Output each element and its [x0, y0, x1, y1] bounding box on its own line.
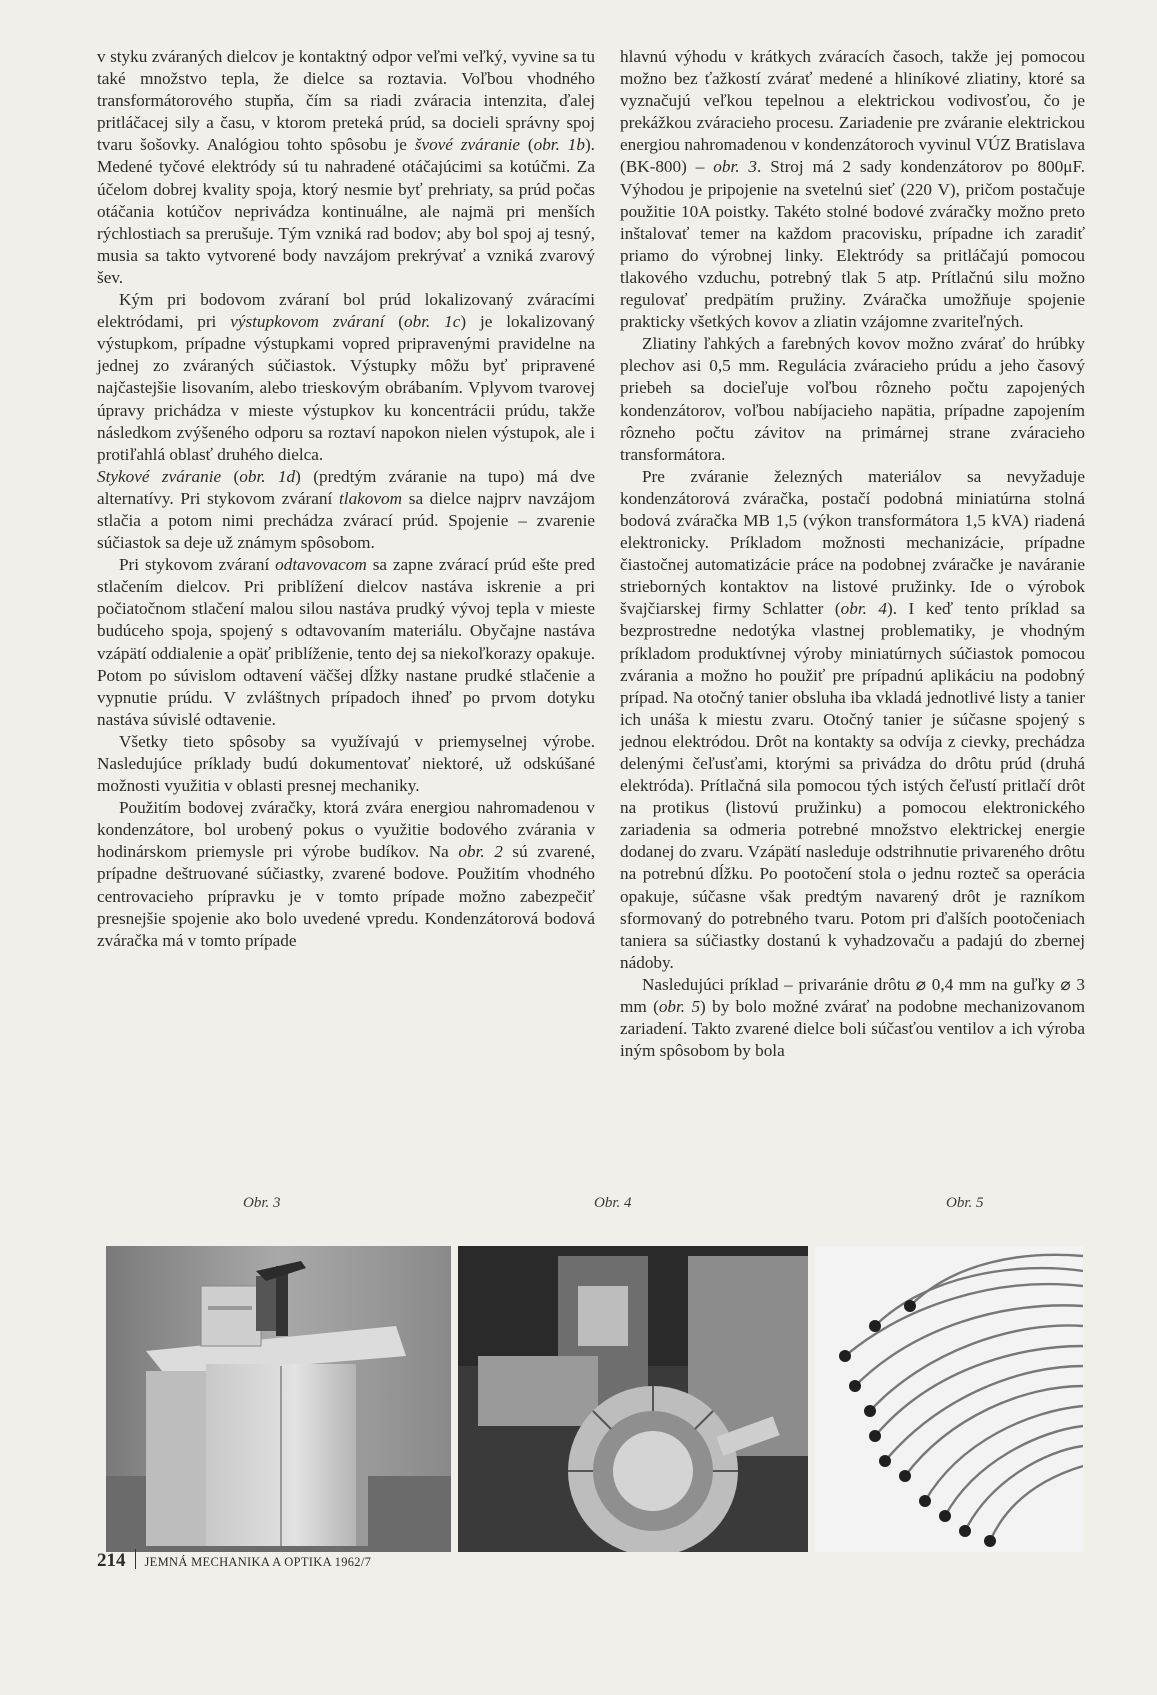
figure-5-wires-photo [815, 1246, 1083, 1552]
figure-5-caption: Obr. 5 [946, 1195, 984, 1211]
page-footer [97, 1546, 371, 1572]
paragraph: Nasledujúci príklad – privaránie drôtu ⌀ 0,4 mm na guľky ⌀ 3 mm (obr. 5) by bolo možné zvárať na podobne mechanizovanom zariadení. Takto zvarené dielce boli súčasťou ventilov a ich výroba iným spôsobom by bola [620, 974, 1085, 1061]
paragraph: hlavnú výhodu v krátkych zváracích časoch, takže jej pomocou možno bez ťažkostí zvárať medené a hliníkové zliatiny, ktoré sa vyznačujú veľkou tepelnou a elektrickou vodivosťou, čo je prekážkou zváracieho procesu. Zariadenie pre zváranie elektrickou energiou nahromadenou v kondenzátoroch vyvinul VÚZ Bratislava (BK-800) – obr. 3. Stroj má 2 sady kondenzátorov po 800μF. Výhodou je pripojenie na svetelnú sieť (220 V), pričom postačuje použitie 10A poistky. Takéto stolné bodové zváračky možno preto inštalovať temer na každom pracovisku, prípadne ich zaradiť priamo do výrobnej linky. Elektródy sa pritláčajú pomocou tlakového vzduchu, potrebný tlak 5 atp. Prítlačnú silu možno regulovať predpätím pružiny. Zváračka umožňuje spojenie prakticky všetkých kovov a zliatin vzájomne zvariteľných. [620, 47, 1085, 332]
paragraph: Zliatiny ľahkých a farebných kovov možno zvárať do hrúbky plechov asi 0,5 mm. Regulácia zváracieho prúdu a jeho časový priebeh sa docieľuje voľbou rôzneho počtu zapojených kondenzátorov, voľbou nabíjacieho napätia, prípadne zapojením rôzneho počtu závitov na primárnej strane zváracieho transformátora. [620, 334, 1085, 464]
footer-divider [135, 1549, 136, 1569]
left-column [97, 46, 595, 952]
paragraph: Použitím bodovej zváračky, ktorá zvára energiou nahromadenou v kondenzátore, bol urobený pokus o využitie bodového zvárania v hodinárskom priemysle pri výrobe budíkov. Na obr. 2 sú zvarené, prípadne deštruované súčiastky, zvarené bodove. Použitím vhodného centrovacieho prípravku je v tomto prípade možno zabezpečiť presnejšie spojenie ako bolo uvedené vpredu. Kondenzátorová bodová zváračka má v tomto prípade [97, 798, 595, 950]
journal-title: JEMNÁ MECHANIKA A OPTIKA 1962/7 [144, 1555, 372, 1569]
paragraph: Kým pri bodovom zváraní bol prúd lokalizovaný zváracími elektródami, pri výstupkovom zváraní (obr. 1c) je lokalizovaný výstupkom, prípadne výstupkami vopred pripravenými pravidelne na jednej zo zváraných súčiastok. Výstupky môžu byť pripravené najčastejšie lisovaním, alebo trieskovým obrábaním. Vplyvom tvarovej úpravy prichádza v mieste výstupkov ku koncentrácii prúdu, takže následkom zvýšeného odporu sa roztaví napokon nielen výstupok, ale i protiľahlá oblasť druhého dielca. [97, 290, 595, 464]
paragraph: Stykové zváranie (obr. 1d) (predtým zváranie na tupo) má dve alternatívy. Pri stykovom zváraní tlakovom sa dielce najprv navzájom stlačia a potom nimi prechádza zvárací prúd. Spojenie – zvarenie súčiastok sa deje už známym spôsobom. [97, 466, 595, 553]
figure-3-caption: Obr. 3 [243, 1195, 281, 1211]
figure-4-rotary-table-photo [458, 1246, 808, 1552]
figure-4-caption: Obr. 4 [594, 1195, 632, 1211]
paragraph: Pre zváranie železných materiálov sa nevyžaduje kondenzátorová zváračka, postačí podobná miniatúrna stolná bodová zváračka MB 1,5 (výkon transformátora 1,5 kVA) riadená elektronicky. Príkladom možnosti mechanizácie, prípadne čiastočnej automatizácie práce na podobnej zváračke je naváranie strieborných kontaktov na listové pružinky. Ide o výrobok švajčiarskej firmy Schlatter (obr. 4). I keď tento príklad sa bezprostredne nedotýka vlastnej problematiky, je vhodným príkladom produktívnej výroby miniatúrnych súčiastok pomocou zvárania a možno ho použiť pre prípadnú aplikáciu na podobný prípad. Na otočný tanier obsluha iba vkladá jednotlivé listy a tanier ich unáša k miestu zvaru. Otočný tanier je súčasne spojený s jednou elektródou. Drôt na kontakty sa odvíja z cievky, prechádza delenými čeľusťami, ktorými sa privádza do drôtu prúd (druhá elektróda). Prítlačná sila pomocou tých istých čeľustí pritlačí drôt na protikus (listovú pružinku) a pomocou elektronického zariadenia sa odmeria potrebné množstvo elektrickej energie dodanej do zvaru. Vzápätí nasleduje odstrihnutie privareného drôtu na potrebnú dĺžku. Po pootočení stola o jednu rozteč sa operácia opakuje, súčasne však predtým navarený drôt je razníkom sformovaný do potrebného tvaru. Potom pri ďalších pootočeniach taniera sa súčiastky dostanú k vyhadzovaču a padajú do zbernej nádoby. [620, 466, 1085, 972]
paragraph: Všetky tieto spôsoby sa využívajú v priemyselnej výrobe. Nasledujúce príklady budú dokumentovať niektoré, už odskúšané možnosti využitia v oblasti presnej mechaniky. [97, 731, 595, 796]
right-column [620, 46, 1085, 1062]
figure-3-welder-photo [106, 1246, 451, 1552]
paragraph: Pri stykovom zváraní odtavovacom sa zapne zvárací prúd ešte pred stlačením dielcov. Pri priblížení dielcov nastáva iskrenie a pri počiatočnom stlačení malou silou nastáva prudký vývoj tepla v mieste budúceho spoja, spojený s odtavovaním materiálu. Obyčajne nastáva vzápätí oddialenie a opäť priblíženie, tento dej sa niekoľkorazy opakuje. Potom po súvislom odtavení väčšej dĺžky nastane prudké stlačenie a vypnutie prúdu. V zvláštnych prípadoch ihneď po prvom dotyku nastáva súvislé odtavenie. [97, 555, 595, 729]
page-number: 214 [97, 1550, 126, 1571]
paragraph: v styku zváraných dielcov je kontaktný odpor veľmi veľký, vyvine sa tu také množstvo tepla, že dielce sa roztavia. Voľbou vhodného transformátorového stupňa, čím sa riadi zváracia intenzita, ďalej pritláčacej sily a času, v ktorom preteká prúd, sa docieli správny spoj tvaru šošovky. Analógiou tohto spôsobu je švové zváranie (obr. 1b). Medené tyčové elektródy sú tu nahradené otáčajúcimi sa kotúčmi. Za účelom dobrej kvality spoja, ktorý nesmie byť prehriaty, sa prúd počas otáčania kotúčov neprivádza kontinuálne, ale najmä pri menších rýchlostiach sa prerušuje. Tým vzniká rad bodov; aby bol spoj aj tesný, musia sa takto vytvorené body navzájom prekrývať a vzniká zvarový šev. [97, 47, 595, 287]
